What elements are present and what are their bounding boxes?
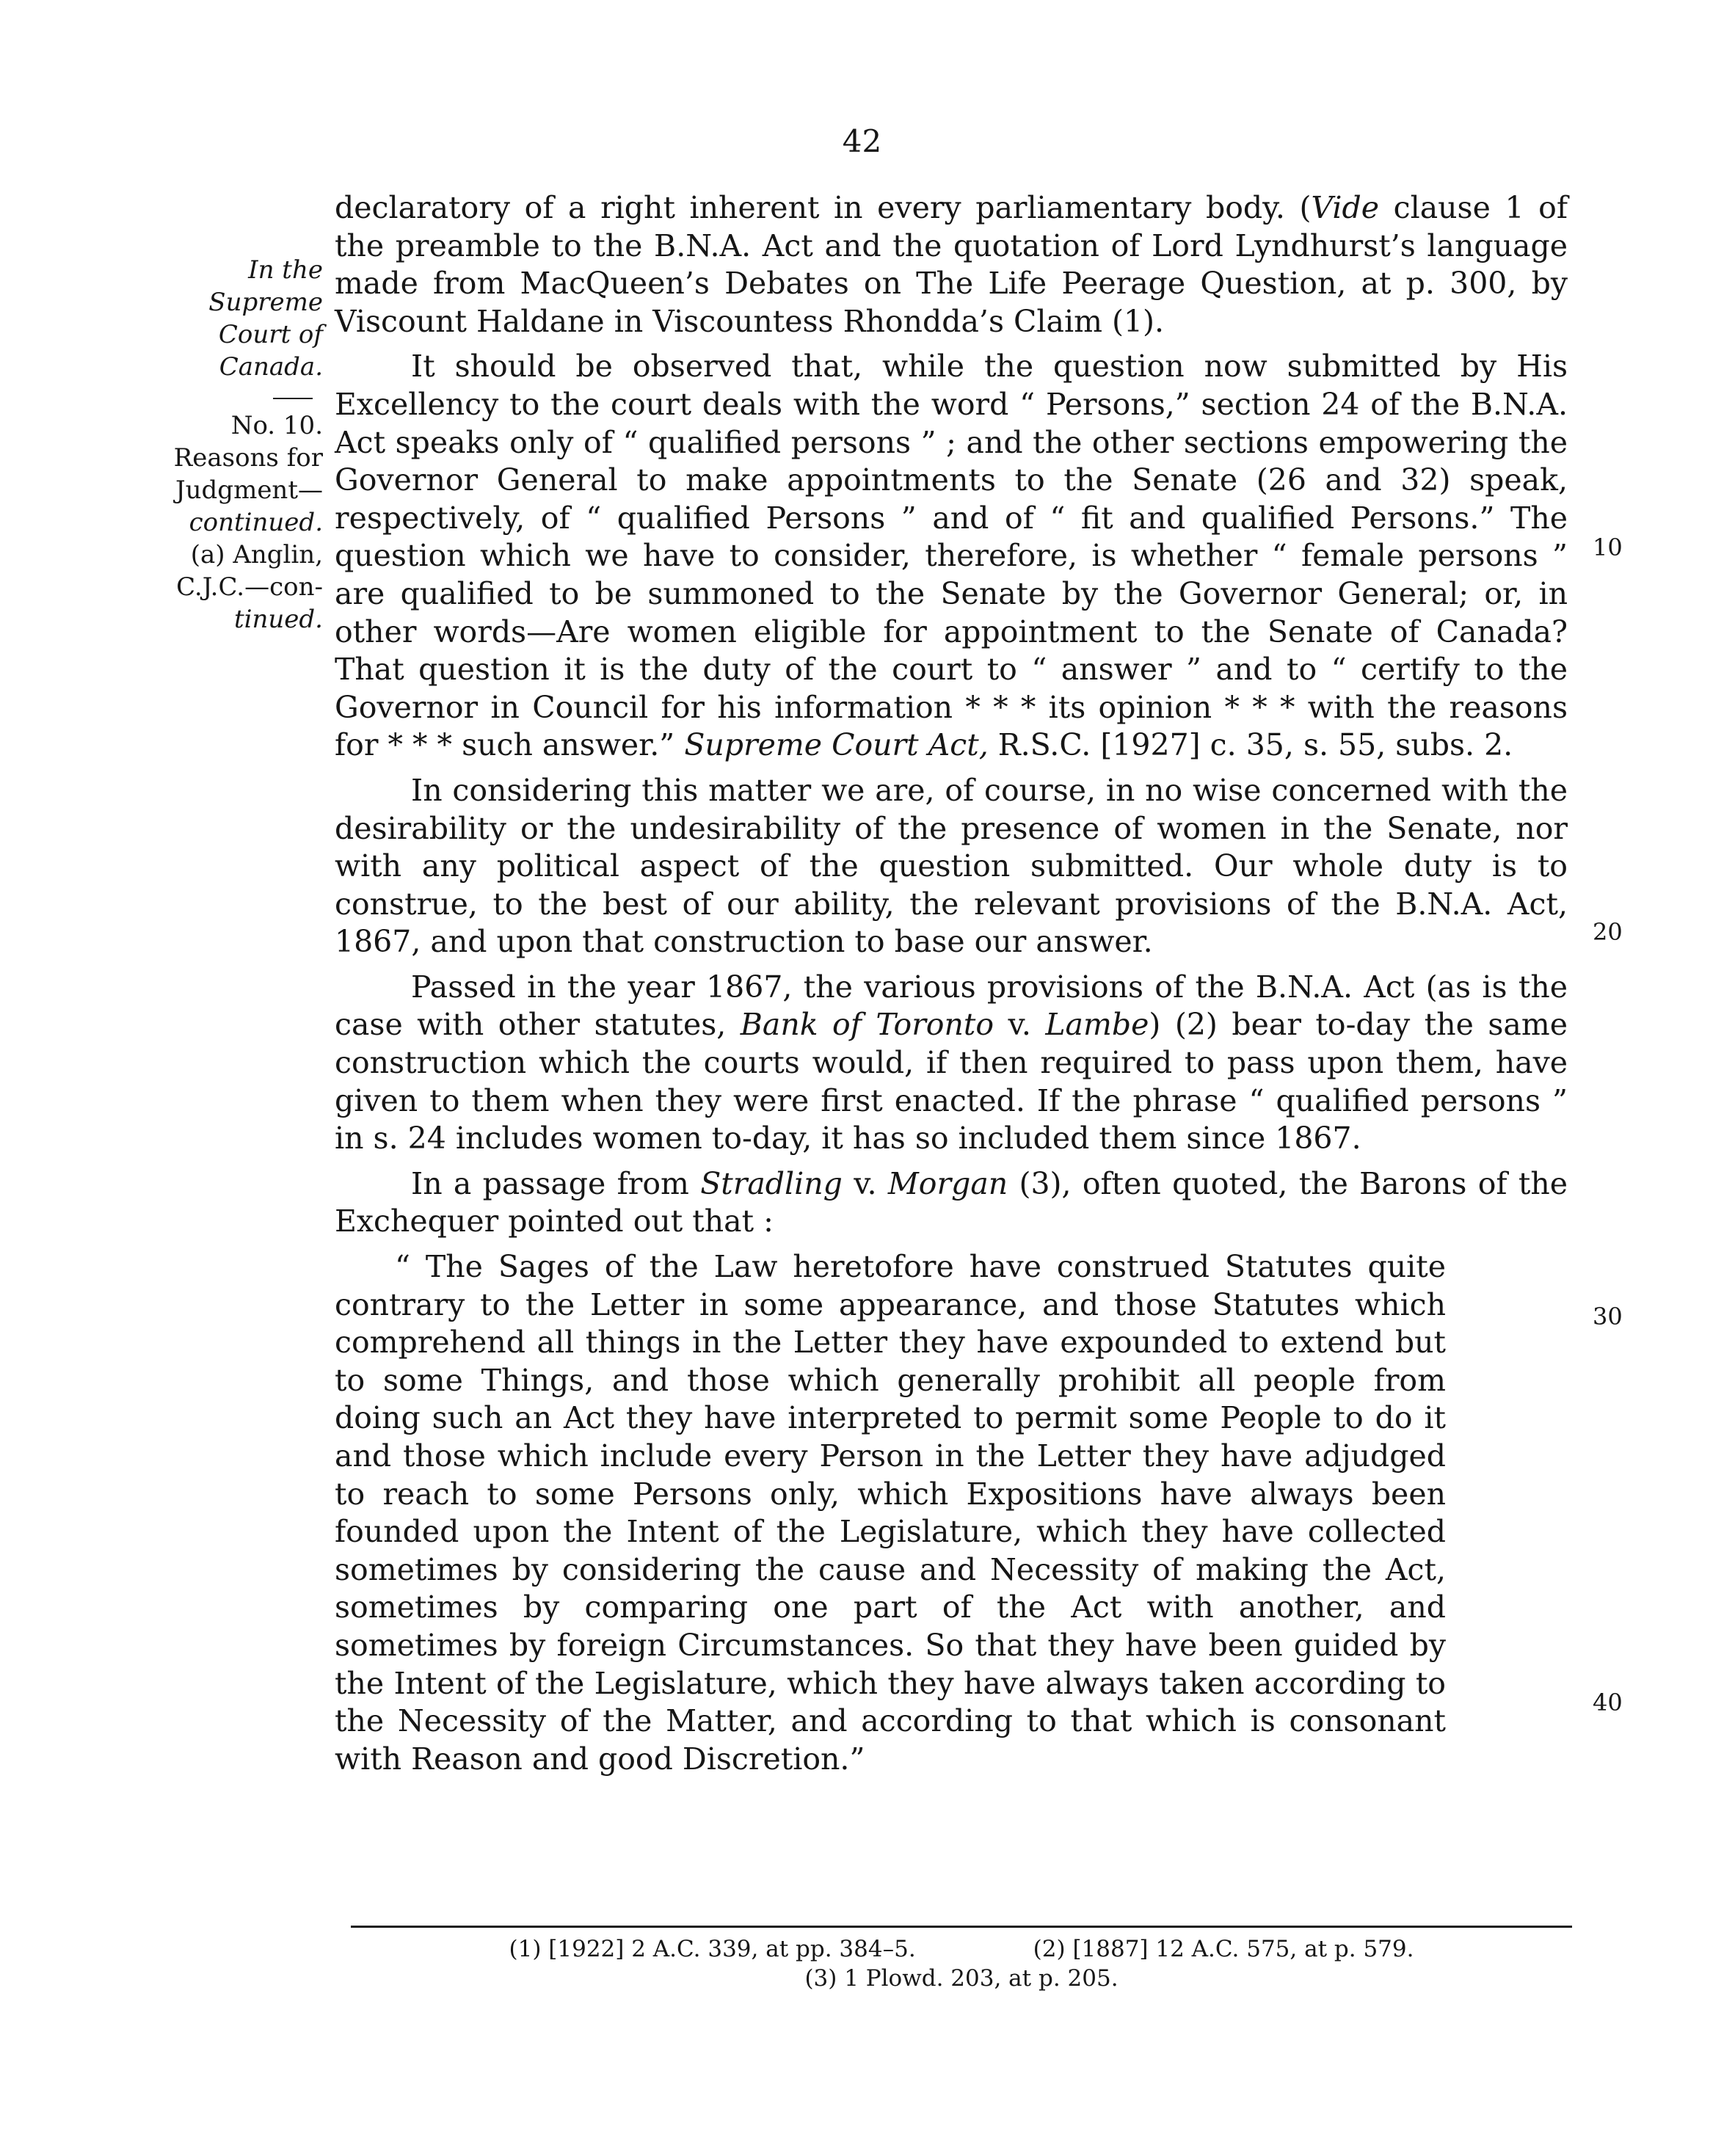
block-quote: “ The Sages of the Law heretofore have construed Statutes quite contrary to the Letter in some appearance, and those Statutes which comprehend all things in the Letter they have expounded to extend but to some Things, and those which generally prohibit all people from doing such an Act they have interpreted to permit some People to do it and those which include every Person in the Letter they have adjudged to reach to some Persons only, which Expositions have always been founded upon the Intent of the Legislature, which they have collected sometimes by considering the cause and Necessity of making the Act, sometimes by comparing one part of the Act with another, and sometimes by foreign Circumstances. So that they have been guided by the Intent of the Legislature, which they have always taken according to the Necessity of the Matter, and according to that which is consonant with Reason and good Discretion.” bbox=[335, 1249, 1446, 1777]
page-number: 42 bbox=[842, 123, 882, 159]
case-name-lambe: Lambe bbox=[1045, 1007, 1149, 1043]
margin-reasons-line-1: Reasons for bbox=[173, 443, 323, 473]
line-number-40: 40 bbox=[1593, 1689, 1623, 1716]
line-number-20: 20 bbox=[1593, 918, 1623, 946]
case-name-morgan: Morgan bbox=[887, 1165, 1008, 1201]
line-number-10: 10 bbox=[1593, 533, 1623, 561]
footnote-2: (2) [1887] 12 A.C. 575, at p. 579. bbox=[1033, 1936, 1414, 1962]
case-name-bank-of-toronto: Bank of Toronto bbox=[740, 1007, 994, 1043]
paragraph-5: In a passage from Stradling v. Morgan (3), often quoted, the Barons of the Exchequer pointed out that : bbox=[335, 1165, 1568, 1239]
margin-court-line-1: In the bbox=[248, 255, 323, 285]
paragraph-2: It should be observed that, while the question now submitted by His Excellency to the court deals with the word “ Persons,” section 24 of the B.N.A. Act speaks only of “ qualified persons ” ; and the other sections empowering the Governor General to make appointments to the Senate (26 and 32) speak, respectively, of “ qualified Persons ” and of “ fit and qualified Persons.” The question which we have to consider, therefore, is whether “ female persons ” are qualified to be summoned to the Senate by the Governor General; or, in other words—Are women eligible for appointment to the Senate of Canada? That question it is the duty of the court to “ answer ” and to “ certify to the Governor in Council for his information * * * its opinion * * * with the reasons for * * * such answer.” Supreme Court Act, R.S.C. [1927] c. 35, s. 55, subs. 2. bbox=[335, 349, 1568, 763]
margin-reasons-line-2: Judgment— bbox=[175, 476, 323, 505]
footnote-3: (3) 1 Plowd. 203, at p. 205. bbox=[804, 1965, 1119, 1992]
paragraph-4: Passed in the year 1867, the various provisions of the B.N.A. Act (as is the case with other statutes, Bank of Toronto v. Lambe) (2) bear to-day the same construction which the courts would, if then required to pass upon them, have given to them when they were first enacted. If the phrase “ qualified persons ” in s. 24 includes women to-day, it has so included them since 1867. bbox=[335, 969, 1568, 1157]
act-citation: Supreme Court Act, bbox=[684, 727, 989, 763]
body-text bbox=[335, 189, 1568, 1785]
margin-judge-line-1: (a) Anglin, bbox=[190, 540, 323, 569]
margin-court-line-3: Court of bbox=[218, 320, 323, 349]
margin-doc-number: No. 10. bbox=[230, 411, 323, 440]
case-name-stradling: Stradling bbox=[700, 1165, 843, 1201]
paragraph-3: In considering this matter we are, of course, in no wise concerned with the desirability or the undesirability of the presence of women in the Senate, nor with any political aspect of the question submitted. Our whole duty is to construe, to the best of our ability, the relevant provisions of the B.N.A. Act, 1867, and upon that construction to base our answer. bbox=[335, 772, 1568, 960]
margin-court-line-4: Canada. bbox=[219, 352, 323, 382]
margin-judge-continued: tinued. bbox=[233, 605, 323, 634]
margin-divider bbox=[273, 398, 313, 399]
margin-judge-line-2: C.J.C.—con- bbox=[176, 572, 323, 602]
footnotes bbox=[351, 1934, 1572, 1993]
paragraph-1: declaratory of a right inherent in every parliamentary body. (Vide clause 1 of the preamble to the B.N.A. Act and the quotation of Lord Lyndhurst’s language made from MacQueen’s Debates on The Life Peerage Question, at p. 300, by Viscount Haldane in Viscountess Rhondda’s Claim (1). bbox=[335, 190, 1568, 339]
footnote-1: (1) [1922] 2 A.C. 339, at pp. 384–5. bbox=[509, 1936, 916, 1962]
margin-continued: continued. bbox=[189, 508, 323, 537]
line-number-30: 30 bbox=[1593, 1303, 1623, 1330]
footnote-divider bbox=[351, 1926, 1572, 1928]
margin-court-line-2: Supreme bbox=[208, 288, 323, 317]
margin-note bbox=[147, 254, 323, 635]
vide-italic: Vide bbox=[1311, 190, 1380, 225]
footnote-row bbox=[351, 1934, 1572, 1964]
